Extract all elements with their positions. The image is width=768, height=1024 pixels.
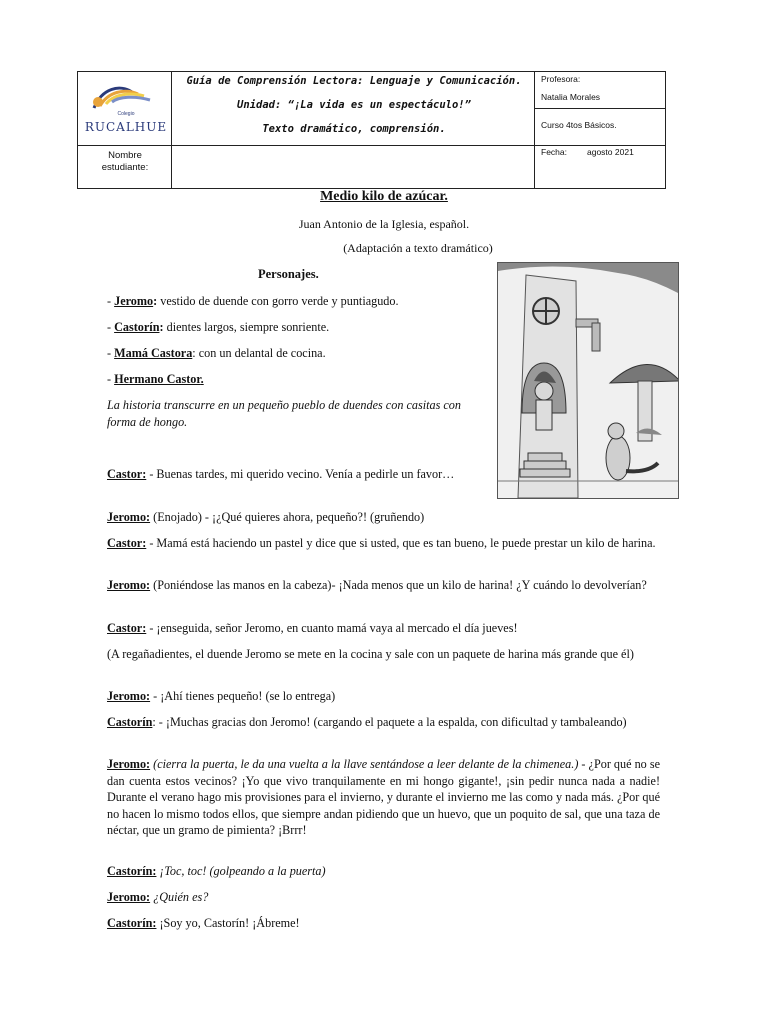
story-author: Juan Antonio de la Iglesia, español. [298,217,470,231]
dialogue-text: (Poniéndose las manos en la cabeza)- ¡Nada menos que un kilo de harina! ¿Y cuándo lo devolverían? [150,578,647,592]
stage-direction-text: ¡Toc, toc! (golpeando a la puerta) [156,864,326,878]
dialogue-text: (Enojado) - ¡¿Qué quieres ahora, pequeño?! (gruñendo) [150,510,425,524]
story-illustration [497,262,679,499]
dialogue-text: - Mamá está haciendo un pastel y dice que si usted, que es tan bueno, le puede prestar un kilo de harina. [146,536,656,550]
school-logo [80,78,170,142]
speaker-name: Jeromo: [107,578,151,592]
character-item: - Hermano Castor. [107,372,204,386]
story-title: Medio kilo de azúcar. [320,189,448,204]
divider [78,145,665,146]
stage-direction [107,646,660,663]
student-name-label-line1: Nombre [108,150,142,161]
logo-subtitle: Colegio [117,111,135,117]
logo-text: RUCALHUE [84,120,168,134]
character-item: - Jeromo: vestido de duende con gorro verde y puntiagudo. [107,294,399,308]
dialogue-text: ¡Soy yo, Castorín! ¡Ábreme! [156,916,300,930]
dialogue-line [107,509,660,526]
character-item: - Mamá Castora: con un delantal de cocina. [107,346,326,360]
dialogue-line [107,688,660,705]
student-name-label [78,150,172,174]
character-name: Castorín [114,320,160,334]
date-label: Fecha: [541,147,567,157]
character-desc: . [200,372,204,386]
header-table [77,71,666,189]
dialogue-text: (A regañadientes, el duende Jeromo se mete en la cocina y sale con un paquete de harina más grande que él) [107,647,634,661]
setting-text: La historia transcurre en un pequeño pueblo de duendes con casitas con forma de hongo. [107,398,461,429]
character-sep: : [159,320,164,334]
speaker-name: Castor: [107,621,147,635]
dialogue-text: - ¡enseguida, señor Jeromo, en cuanto mamá vaya al mercado el día jueves! [146,621,518,635]
character-item: - Castorín: dientes largos, siempre sonriente. [107,320,330,334]
student-name-label-line2: estudiante: [101,162,149,173]
dialogue-text: - Buenas tardes, mi querido vecino. Venía a pedirle un favor… [146,467,455,481]
dialogue-text: - ¡Ahí tienes pequeño! (se lo entrega) [150,689,336,703]
dialogue-line [107,620,660,637]
stage-direction-text: ¿Quién es? [150,890,209,904]
course-label: Curso 4tos Básicos. [541,120,617,130]
dialogue-line [107,714,660,731]
character-desc: : con un delantal de cocina. [192,346,326,360]
speaker-name: Castor: [107,467,147,481]
teacher-label: Profesora: [541,74,581,84]
guide-title: Guía de Comprensión Lectora: Lenguaje y Comunicación. [186,75,522,87]
dialogue-line [107,915,660,932]
unit-title: Unidad: “¡La vida es un espectáculo!” [237,99,471,111]
divider [534,108,665,109]
dialogue-line [107,466,485,483]
dialogue-text: - ¿Por qué no se dan cuenta estos vecinos? ¡Yo que vivo tranquilamente en mi hongo gigante!, ¡sin pedir nunca nada a nadie! Durante el verano hago mis provisiones para el invierno, y durante el invierno me las como y nada más. ¿Por qué no hacen lo mismo todos ellos, que siempre andan pidiendo que un huevo, que un poquito de sal, que una taza de néctar, que un gramo de pimienta? ¡Brrr! [107,757,660,837]
teacher-name: Natalia Morales [541,92,601,102]
dialogue-text: : - ¡Muchas gracias don Jeromo! (cargando el paquete a la espalda, con dificultad y tambaleando) [152,715,627,729]
date-value: agosto 2021 [587,147,634,157]
speaker-name: Castorín: [107,916,157,930]
speaker-name: Jeromo: [107,890,151,904]
dialogue-line [107,756,660,839]
character-name: Mamá Castora [114,346,193,360]
character-desc: vestido de duende con gorro verde y puntiagudo. [157,294,399,308]
dialogue-line [107,577,660,594]
speaker-name: Castorín [107,715,153,729]
characters-heading: Personajes. [258,267,319,281]
dialogue-line [107,889,660,906]
speaker-name: Jeromo: [107,689,151,703]
speaker-name: Castorín: [107,864,157,878]
adaptation-note: (Adaptación a texto dramático) [343,241,493,255]
speaker-name: Castor: [107,536,147,550]
character-name: Hermano Castor [114,372,201,386]
character-name: Jeromo [114,294,154,308]
dialogue-line [107,863,660,880]
student-name-field[interactable] [174,148,530,186]
character-desc: dientes largos, siempre sonriente. [163,320,330,334]
speaker-name: Jeromo: [107,510,151,524]
speaker-name: Jeromo: [107,757,151,771]
character-sep: : [153,294,158,308]
dialogue-line [107,535,660,552]
text-type: Texto dramático, comprensión. [262,123,446,135]
stage-direction-text: (cierra la puerta, le da una vuelta a la llave sentándose a leer delante de la chimenea.) [150,757,579,771]
